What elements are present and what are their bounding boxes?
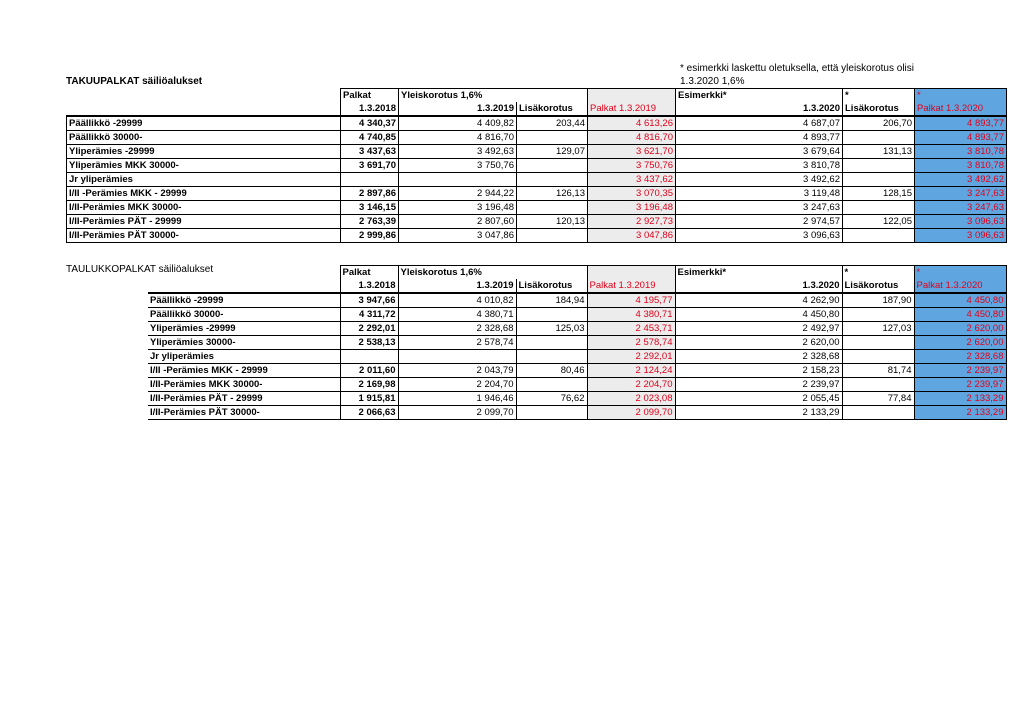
cell-yleiskorotus-2019: [398, 350, 516, 364]
cell-esimerkki-2020: 3 119,48: [676, 187, 843, 201]
table2-title: TAULUKKOPALKAT säiliöalukset: [66, 264, 214, 275]
table1-header-blank-red: [588, 89, 676, 103]
table-row: [148, 350, 1006, 364]
cell-palkat-2020: 4 893,77: [915, 131, 1007, 145]
row-label: Yliperämies 30000-: [148, 336, 340, 350]
table2-header-lisakorotus-2019: Lisäkorotus: [516, 279, 587, 293]
cell-palkat-2020: 3 247,63: [915, 187, 1007, 201]
cell-palkat-2020: 4 450,80: [914, 308, 1006, 322]
table1-header-lisakorotus-2020: Lisäkorotus: [843, 102, 915, 116]
table1-header-top: [67, 89, 1007, 103]
cell-esimerkki-2020: 4 450,80: [675, 308, 842, 322]
cell-palkat-2019: 3 047,86: [588, 229, 676, 243]
cell-yleiskorotus-2019: 4 010,82: [398, 293, 516, 308]
row-label: Jr yliperämies: [148, 350, 340, 364]
row-label: Yliperämies MKK 30000-: [67, 159, 341, 173]
cell-palkat-2018: 3 691,70: [341, 159, 399, 173]
cell-yleiskorotus-2019: 1 946,46: [398, 392, 516, 406]
cell-palkat-2020: 3 096,63: [915, 215, 1007, 229]
cell-palkat-2019: 2 578,74: [587, 336, 675, 350]
table-row: [148, 293, 1006, 308]
cell-yleiskorotus-2019: 4 816,70: [399, 131, 517, 145]
cell-palkat-2018: 2 169,98: [340, 378, 398, 392]
cell-palkat-2018: 4 311,72: [340, 308, 398, 322]
row-label: I/II-Perämies PÄT 30000-: [67, 229, 341, 243]
cell-yleiskorotus-2019: 4 409,82: [399, 116, 517, 131]
table-row: [67, 187, 1007, 201]
cell-palkat-2020: 2 133,29: [914, 392, 1006, 406]
cell-esimerkki-2020: 2 620,00: [675, 336, 842, 350]
cell-yleiskorotus-2019: [399, 173, 517, 187]
cell-palkat-2019: 2 292,01: [587, 350, 675, 364]
cell-lisakorotus-2019: [517, 159, 588, 173]
cell-palkat-2020: 3 492,62: [915, 173, 1007, 187]
cell-palkat-2020: 2 239,97: [914, 364, 1006, 378]
cell-lisakorotus-2019: [516, 350, 587, 364]
cell-palkat-2019: 3 437,62: [588, 173, 676, 187]
cell-lisakorotus-2020: [842, 336, 914, 350]
cell-palkat-2020: 4 450,80: [914, 293, 1006, 308]
table1-header-palkat-2019: Palkat 1.3.2019: [588, 102, 676, 116]
table-row: [67, 116, 1007, 131]
table2-header-bottom: [148, 279, 1006, 293]
table-row: [148, 308, 1006, 322]
cell-lisakorotus-2020: 206,70: [843, 116, 915, 131]
row-label: I/II -Perämies MKK - 29999: [67, 187, 341, 201]
cell-palkat-2020: 3 810,78: [915, 145, 1007, 159]
cell-lisakorotus-2020: 127,03: [842, 322, 914, 336]
cell-lisakorotus-2020: 187,90: [842, 293, 914, 308]
table2-header-yleiskorotus: Yleiskorotus 1,6%: [398, 266, 516, 280]
cell-palkat-2018: 3 146,15: [341, 201, 399, 215]
cell-palkat-2019: 2 124,24: [587, 364, 675, 378]
cell-lisakorotus-2020: 77,84: [842, 392, 914, 406]
cell-palkat-2019: 2 453,71: [587, 322, 675, 336]
cell-esimerkki-2020: 3 096,63: [676, 229, 843, 243]
row-label: Yliperämies -29999: [148, 322, 340, 336]
cell-lisakorotus-2019: [517, 173, 588, 187]
table1-header-spacer: [67, 89, 341, 103]
cell-yleiskorotus-2019: 2 099,70: [398, 406, 516, 420]
footnote-line-1: * esimerkki laskettu oletuksella, että yleiskorotus olisi: [680, 63, 914, 74]
cell-palkat-2020: 2 239,97: [914, 378, 1006, 392]
row-label: Yliperämies -29999: [67, 145, 341, 159]
cell-palkat-2018: 4 340,37: [341, 116, 399, 131]
cell-palkat-2019: 3 070,35: [588, 187, 676, 201]
table1-title: TAKUUPALKAT säiliöalukset: [66, 76, 203, 87]
table-row: [67, 159, 1007, 173]
cell-palkat-2018: [340, 350, 398, 364]
table1-header-bottom: [67, 102, 1007, 116]
table2-header-top: [148, 266, 1006, 280]
cell-palkat-2019: 3 196,48: [588, 201, 676, 215]
table1-header-esimerkki: Esimerkki*: [676, 89, 843, 103]
cell-palkat-2019: 2 927,73: [588, 215, 676, 229]
row-label: Päällikkö -29999: [67, 116, 341, 131]
table-row: [148, 378, 1006, 392]
table-row: [148, 364, 1006, 378]
cell-lisakorotus-2020: 128,15: [843, 187, 915, 201]
cell-yleiskorotus-2019: 2 204,70: [398, 378, 516, 392]
table2-header-lisakorotus-2020: Lisäkorotus: [842, 279, 914, 293]
cell-lisakorotus-2019: [516, 378, 587, 392]
row-label: Päällikkö -29999: [148, 293, 340, 308]
cell-lisakorotus-2019: [517, 229, 588, 243]
table1-header-lisakorotus-2019: Lisäkorotus: [517, 102, 588, 116]
cell-esimerkki-2020: 2 974,57: [676, 215, 843, 229]
row-label: Jr yliperämies: [67, 173, 341, 187]
cell-esimerkki-2020: 2 328,68: [675, 350, 842, 364]
cell-esimerkki-2020: 2 055,45: [675, 392, 842, 406]
cell-palkat-2020: 2 620,00: [914, 336, 1006, 350]
cell-lisakorotus-2020: [842, 350, 914, 364]
cell-lisakorotus-2019: [517, 131, 588, 145]
row-label: I/II-Perämies PÄT - 29999: [67, 215, 341, 229]
table-row: [67, 131, 1007, 145]
cell-palkat-2019: 4 195,77: [587, 293, 675, 308]
cell-lisakorotus-2019: [516, 308, 587, 322]
table2-header-star-1: *: [842, 266, 914, 280]
cell-lisakorotus-2020: [843, 131, 915, 145]
cell-palkat-2018: 2 066,63: [340, 406, 398, 420]
cell-palkat-2020: 4 893,77: [915, 116, 1007, 131]
cell-lisakorotus-2020: [843, 229, 915, 243]
table-row: [67, 201, 1007, 215]
table2-header-spacer: [148, 266, 340, 280]
table1-header-palkat: Palkat: [341, 89, 399, 103]
cell-esimerkki-2020: 3 247,63: [676, 201, 843, 215]
table1-header-star-2: *: [915, 89, 1007, 103]
table-row: [148, 322, 1006, 336]
cell-palkat-2018: 2 897,86: [341, 187, 399, 201]
cell-lisakorotus-2019: 76,62: [516, 392, 587, 406]
cell-yleiskorotus-2019: 3 196,48: [399, 201, 517, 215]
cell-palkat-2020: 2 620,00: [914, 322, 1006, 336]
cell-yleiskorotus-2019: 2 578,74: [398, 336, 516, 350]
cell-palkat-2020: 3 810,78: [915, 159, 1007, 173]
cell-yleiskorotus-2019: 2 328,68: [398, 322, 516, 336]
cell-lisakorotus-2019: 126,13: [517, 187, 588, 201]
table2-header-palkat-2019: Palkat 1.3.2019: [587, 279, 675, 293]
cell-yleiskorotus-2019: 2 807,60: [399, 215, 517, 229]
table1-header-2019: 1.3.2019: [399, 102, 517, 116]
cell-palkat-2019: 2 023,08: [587, 392, 675, 406]
cell-palkat-2018: 2 538,13: [340, 336, 398, 350]
cell-esimerkki-2020: 2 133,29: [675, 406, 842, 420]
cell-palkat-2020: 3 096,63: [915, 229, 1007, 243]
table2-header-2019: 1.3.2019: [398, 279, 516, 293]
cell-palkat-2019: 4 816,70: [588, 131, 676, 145]
table-row: [67, 229, 1007, 243]
table2-header-palkat-2020: Palkat 1.3.2020: [914, 279, 1006, 293]
cell-lisakorotus-2019: 120,13: [517, 215, 588, 229]
footnote-line-2: 1.3.2020 1,6%: [680, 76, 745, 87]
cell-palkat-2018: 3 437,63: [341, 145, 399, 159]
cell-yleiskorotus-2019: 2 944,22: [399, 187, 517, 201]
cell-palkat-2019: 4 380,71: [587, 308, 675, 322]
table1-header-spacer: [67, 102, 341, 116]
cell-esimerkki-2020: 3 492,62: [676, 173, 843, 187]
cell-palkat-2019: 3 750,76: [588, 159, 676, 173]
table-row: [148, 392, 1006, 406]
cell-lisakorotus-2020: [843, 201, 915, 215]
table-row: [67, 173, 1007, 187]
table2-header-spacer: [148, 279, 340, 293]
cell-yleiskorotus-2019: 3 492,63: [399, 145, 517, 159]
cell-lisakorotus-2019: [517, 201, 588, 215]
cell-palkat-2018: 4 740,85: [341, 131, 399, 145]
cell-palkat-2018: 2 763,39: [341, 215, 399, 229]
cell-lisakorotus-2020: [842, 378, 914, 392]
cell-yleiskorotus-2019: 4 380,71: [398, 308, 516, 322]
table1-header-blank: [517, 89, 588, 103]
cell-esimerkki-2020: 2 158,23: [675, 364, 842, 378]
cell-palkat-2018: 1 915,81: [340, 392, 398, 406]
table2-header-2020: 1.3.2020: [675, 279, 842, 293]
cell-lisakorotus-2019: 80,46: [516, 364, 587, 378]
table1-header-yleiskorotus: Yleiskorotus 1,6%: [399, 89, 517, 103]
cell-palkat-2020: 2 328,68: [914, 350, 1006, 364]
cell-lisakorotus-2019: 125,03: [516, 322, 587, 336]
cell-yleiskorotus-2019: 3 750,76: [399, 159, 517, 173]
cell-lisakorotus-2019: [516, 406, 587, 420]
cell-lisakorotus-2019: 184,94: [516, 293, 587, 308]
row-label: Päällikkö 30000-: [148, 308, 340, 322]
cell-lisakorotus-2019: 203,44: [517, 116, 588, 131]
row-label: Päällikkö 30000-: [67, 131, 341, 145]
table1-header-palkat-2020: Palkat 1.3.2020: [915, 102, 1007, 116]
cell-esimerkki-2020: 2 239,97: [675, 378, 842, 392]
table-row: [148, 406, 1006, 420]
cell-lisakorotus-2020: [843, 173, 915, 187]
cell-palkat-2018: 2 011,60: [340, 364, 398, 378]
cell-yleiskorotus-2019: 2 043,79: [398, 364, 516, 378]
table2-header-star-2: *: [914, 266, 1006, 280]
cell-esimerkki-2020: 4 687,07: [676, 116, 843, 131]
cell-lisakorotus-2020: 81,74: [842, 364, 914, 378]
cell-esimerkki-2020: 2 492,97: [675, 322, 842, 336]
table-row: [67, 145, 1007, 159]
taulukkopalkat-table: [148, 265, 1007, 420]
cell-palkat-2018: 2 999,86: [341, 229, 399, 243]
table2-header-esimerkki: Esimerkki*: [675, 266, 842, 280]
row-label: I/II-Perämies MKK 30000-: [67, 201, 341, 215]
cell-esimerkki-2020: 3 679,64: [676, 145, 843, 159]
cell-lisakorotus-2020: [843, 159, 915, 173]
table2-header-blank: [516, 266, 587, 280]
cell-palkat-2019: 2 099,70: [587, 406, 675, 420]
row-label: I/II-Perämies PÄT 30000-: [148, 406, 340, 420]
table2-header-blank-red: [587, 266, 675, 280]
cell-palkat-2019: 3 621,70: [588, 145, 676, 159]
cell-palkat-2020: 3 247,63: [915, 201, 1007, 215]
cell-lisakorotus-2020: [842, 406, 914, 420]
row-label: I/II-Perämies PÄT - 29999: [148, 392, 340, 406]
table2-header-palkat: Palkat: [340, 266, 398, 280]
cell-palkat-2018: 3 947,66: [340, 293, 398, 308]
cell-palkat-2019: 2 204,70: [587, 378, 675, 392]
cell-yleiskorotus-2019: 3 047,86: [399, 229, 517, 243]
cell-esimerkki-2020: 3 810,78: [676, 159, 843, 173]
table2-header-2018: 1.3.2018: [340, 279, 398, 293]
cell-palkat-2018: [341, 173, 399, 187]
row-label: I/II -Perämies MKK - 29999: [148, 364, 340, 378]
cell-lisakorotus-2019: [516, 336, 587, 350]
cell-palkat-2020: 2 133,29: [914, 406, 1006, 420]
table-row: [67, 215, 1007, 229]
table-row: [148, 336, 1006, 350]
table1-header-2020: 1.3.2020: [676, 102, 843, 116]
cell-esimerkki-2020: 4 893,77: [676, 131, 843, 145]
cell-lisakorotus-2020: [842, 308, 914, 322]
table1-header-2018: 1.3.2018: [341, 102, 399, 116]
cell-lisakorotus-2019: 129,07: [517, 145, 588, 159]
cell-lisakorotus-2020: 122,05: [843, 215, 915, 229]
table1-header-star-1: *: [843, 89, 915, 103]
row-label: I/II-Perämies MKK 30000-: [148, 378, 340, 392]
cell-palkat-2019: 4 613,26: [588, 116, 676, 131]
cell-esimerkki-2020: 4 262,90: [675, 293, 842, 308]
cell-palkat-2018: 2 292,01: [340, 322, 398, 336]
cell-lisakorotus-2020: 131,13: [843, 145, 915, 159]
takuupalkat-table: [66, 88, 1007, 243]
footnote: [680, 62, 980, 88]
